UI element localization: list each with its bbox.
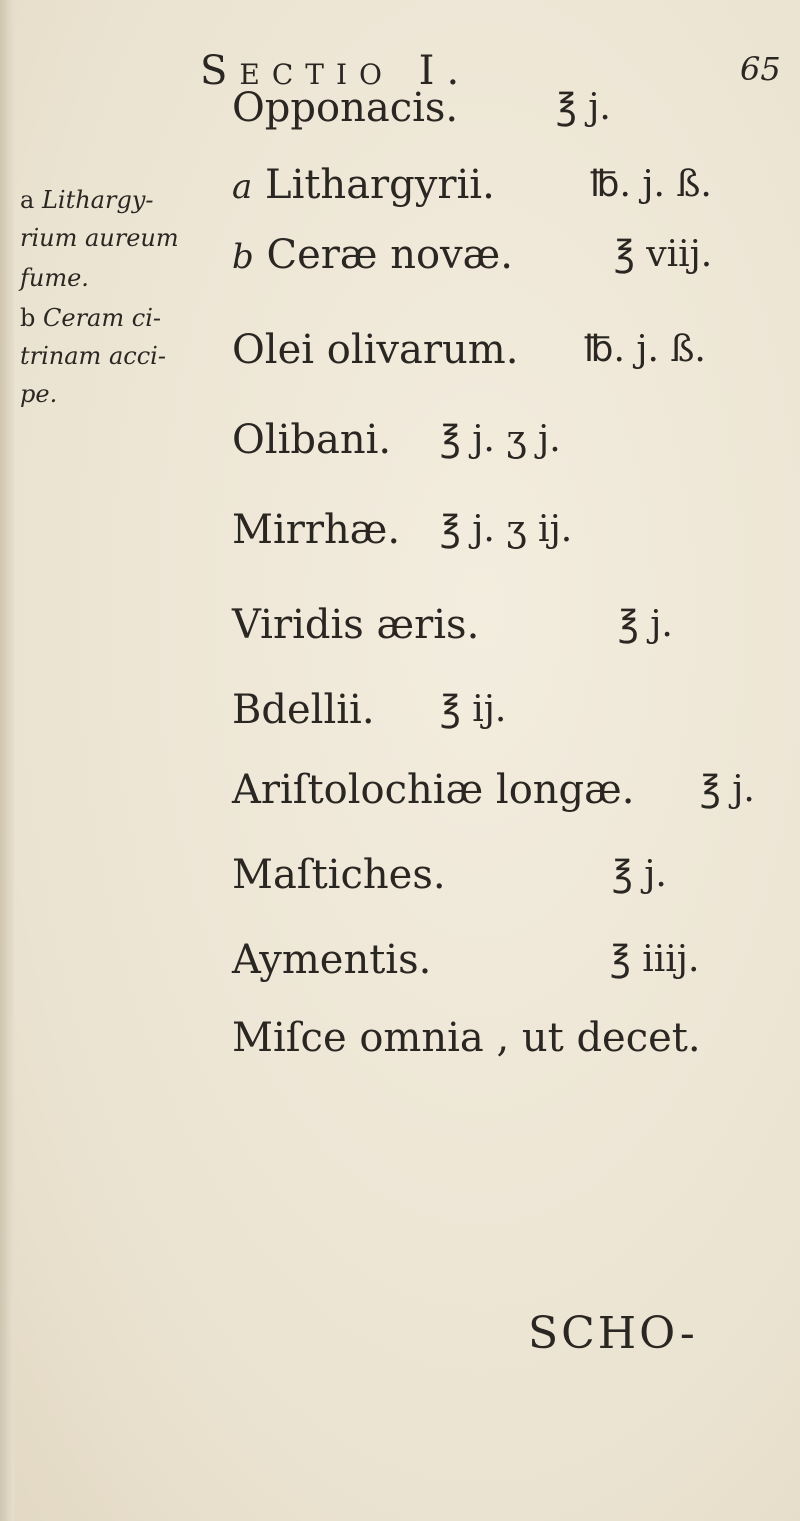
ingredient-quantity: ℥ j. <box>556 87 611 128</box>
ingredient-name: Mirrhæ. <box>232 507 401 553</box>
ingredient-quantity: ℥ j. ʒ ij. <box>440 509 573 550</box>
margin-letter: b <box>20 304 36 332</box>
closing-instruction: Miſce omnia , ut decet. <box>232 1015 701 1061</box>
recipe-line <box>232 85 459 131</box>
ingredient-quantity: ℥ ij. <box>440 689 507 730</box>
ingredient-name: Viridis æris. <box>232 602 480 648</box>
ingredient-name: Opponacis. <box>232 85 459 131</box>
ingredient-name: Lithargyrii. <box>265 162 495 208</box>
ingredient-name: Ceræ novæ. <box>266 232 513 278</box>
ingredient-name: Aymentis. <box>232 937 432 983</box>
ingredient-name: Ariſtolochiæ longæ. <box>232 767 635 813</box>
recipe-line <box>232 327 519 373</box>
recipe-line <box>232 852 446 898</box>
ingredient-name: Olibani. <box>232 417 392 463</box>
margin-note-text: Ceram ci- <box>43 304 161 332</box>
recipe-line <box>232 417 392 463</box>
margin-note-text: Lithargy- <box>41 186 154 214</box>
ingredient-name: Bdellii. <box>232 687 375 733</box>
ingredient-quantity: ℥ viij. <box>614 234 713 275</box>
margin-note-line: pe. <box>20 380 58 408</box>
ingredient-quantity: ℥ iiij. <box>610 939 700 980</box>
ingredient-quantity: ℔. j. ß. <box>584 329 706 370</box>
margin-note-line: fume. <box>20 264 89 292</box>
margin-letter: a <box>20 186 35 214</box>
recipe-line <box>232 937 432 983</box>
margin-note-line: trinam acci- <box>20 342 166 370</box>
recipe-line <box>232 602 480 648</box>
page-number: 65 <box>740 50 781 88</box>
recipe-line <box>232 767 635 813</box>
margin-note-a <box>20 188 153 212</box>
catchword: SCHO- <box>528 1308 698 1359</box>
ingredient-name: Olei olivarum. <box>232 327 519 373</box>
ingredient-name: Maſtiches. <box>232 852 446 898</box>
recipe-line <box>232 687 375 733</box>
ingredient-quantity: ℔. j. ß. <box>590 164 712 205</box>
ingredient-quantity: ℥ j. <box>612 854 667 895</box>
page-gutter <box>0 0 14 1521</box>
reference-letter: a <box>232 167 253 207</box>
recipe-line <box>232 232 513 278</box>
ingredient-quantity: ℥ j. <box>618 604 673 645</box>
ingredient-quantity: ℥ j. <box>700 769 755 810</box>
margin-note-b <box>20 306 161 330</box>
reference-letter: b <box>232 237 254 277</box>
running-header: Sectio I. <box>200 48 472 94</box>
ingredient-quantity: ℥ j. ʒ j. <box>440 419 561 460</box>
margin-note-line: rium aureum <box>20 224 179 252</box>
recipe-line <box>232 162 495 208</box>
recipe-line <box>232 507 401 553</box>
